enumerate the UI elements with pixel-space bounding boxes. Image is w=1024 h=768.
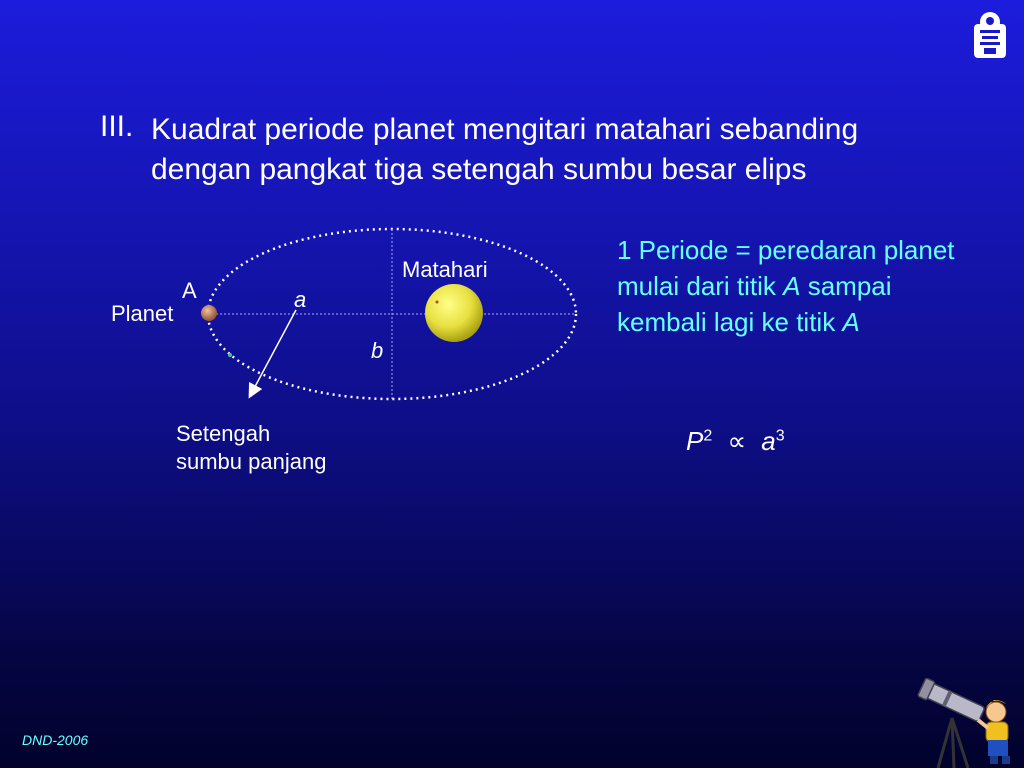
formula-proportional-symbol: ∝ — [727, 426, 747, 456]
period-definition-part-2: sampai kembali lagi ke titik — [617, 271, 892, 337]
heading-line-2: dengan pangkat tiga setengah sumbu besar elips — [151, 153, 807, 186]
semi-major-arrow — [250, 310, 296, 396]
heading-text — [151, 110, 971, 190]
sun-label: Matahari — [402, 257, 488, 282]
kepler-formula — [686, 426, 785, 457]
footer-credit: DND-2006 — [22, 732, 89, 748]
formula-rhs: a — [761, 426, 776, 456]
heading-line-1: Kuadrat periode planet mengitari matahari sebanding — [151, 113, 859, 146]
point-a-label: A — [182, 278, 197, 303]
arrow-caption-line-2: sumbu panjang — [176, 449, 327, 474]
period-definition — [617, 232, 977, 340]
heading-number: III. — [100, 110, 134, 143]
formula-rhs-exp: 3 — [775, 427, 785, 445]
formula-lhs-exp: 2 — [703, 427, 713, 445]
formula-lhs: P — [686, 426, 704, 456]
university-logo-icon — [970, 10, 1010, 62]
planet-label: Planet — [111, 301, 174, 326]
arrow-caption — [176, 420, 326, 476]
period-definition-part-1: 1 Periode = peredaran planet mulai dari titik — [617, 235, 955, 301]
planet-icon — [201, 305, 217, 321]
semi-major-label: a — [294, 287, 307, 312]
astronomer-telescope-icon — [914, 678, 1024, 768]
period-definition-var-1: A — [783, 271, 801, 301]
arrow-caption-line-1: Setengah — [176, 421, 271, 446]
semi-minor-label: b — [371, 338, 384, 363]
period-definition-var-2: A — [842, 307, 860, 337]
sun-icon — [425, 284, 483, 342]
